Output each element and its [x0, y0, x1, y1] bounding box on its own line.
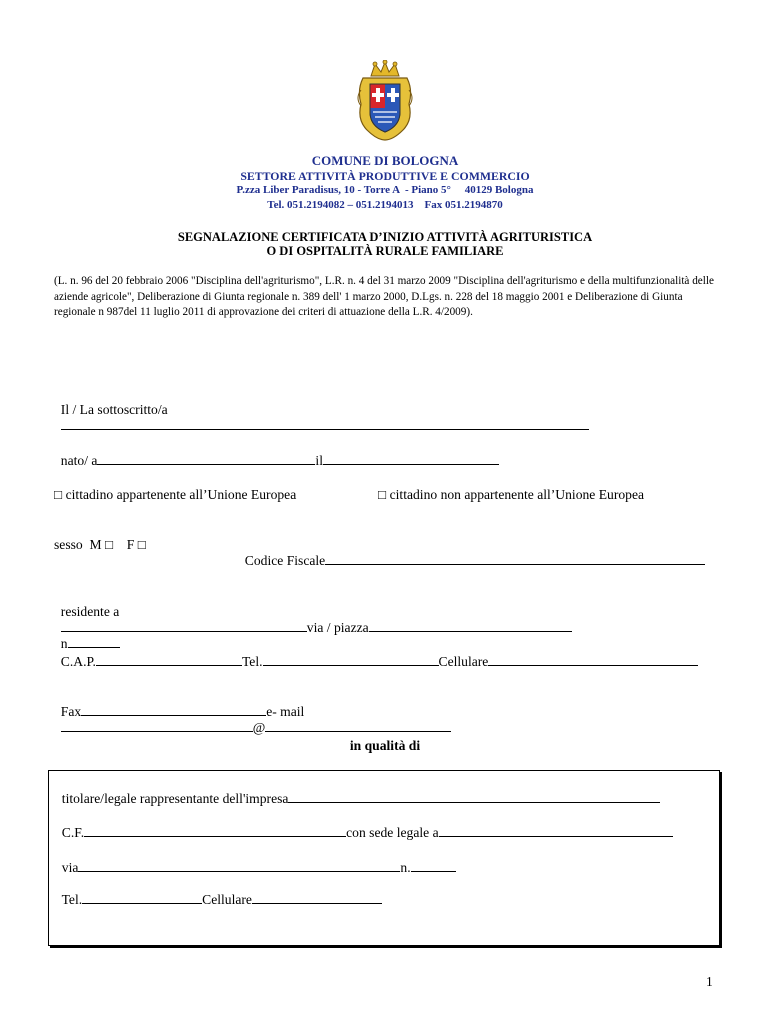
legal-references: (L. n. 96 del 20 febbraio 2006 "Disciplina dell'agriturismo", L.R. n. 4 del 31 marzo 2009 "Disciplina dell'agriturismo e della multifunzionalità delle aziende agricole", Deliberazione di Giunta regionale n. 389 dell' 1 marzo 2000, D.Lgs. n. 228 del 18 maggio 2001 e Deliberazione di Giunta regionale n 987del 11 luglio 2011 di approvazione dei criteri di attuazione della L.R. 4/2009).: [54, 275, 714, 318]
company-tel-label: Tel.: [61, 892, 83, 907]
tax-code-row: [238, 537, 705, 569]
mobile-field[interactable]: [488, 654, 698, 666]
company-number-field[interactable]: [411, 860, 456, 872]
sector-name: SETTORE ATTIVITÀ PRODUTTIVE E COMMERCIO: [240, 169, 530, 183]
email-domain-field[interactable]: [265, 720, 451, 732]
company-via-label: via: [61, 860, 79, 875]
bologna-crest-logo: [355, 60, 415, 142]
page-number: 1: [706, 974, 713, 989]
street-label: via / piazza: [306, 620, 369, 635]
company-cf-field[interactable]: [84, 825, 346, 837]
office-address: P.zza Liber Paradisus, 10 - Torre A - Piano 5° 40129 Bologna: [236, 184, 534, 196]
at-sign: @: [252, 720, 266, 735]
tax-code-field[interactable]: [325, 553, 705, 565]
document-title-line2: O DI OSPITALITÀ RURALE FAMILIARE: [266, 244, 504, 258]
street-number-label: n: [60, 636, 68, 651]
birth-row: [54, 437, 499, 469]
company-cf-label: C.F.: [61, 825, 85, 840]
cap-field[interactable]: [96, 654, 242, 666]
born-on-label: il: [315, 453, 323, 468]
company-street-field[interactable]: [78, 860, 400, 872]
mobile-label: Cellulare: [438, 654, 489, 669]
fax-label: Fax: [60, 704, 82, 719]
email-label: e- mail: [266, 704, 305, 719]
street-field[interactable]: [369, 620, 572, 632]
seat-field[interactable]: [439, 825, 673, 837]
owner-row: [55, 775, 660, 807]
tax-code-label: Codice Fiscale: [244, 553, 326, 568]
capacity-heading: in qualità di: [349, 738, 421, 753]
tel-label: Tel.: [241, 654, 263, 669]
tel-field[interactable]: [263, 654, 439, 666]
non-eu-citizen-option[interactable]: □ cittadino non appartenente all’Unione Europea: [378, 487, 645, 502]
company-cf-row: [55, 809, 673, 841]
document-title-line1: SEGNALAZIONE CERTIFICATA D’INIZIO ATTIVITÀ AGRITURISTICA: [177, 230, 593, 244]
cap-label: C.A.P.: [60, 654, 96, 669]
company-number-label: n.: [400, 860, 411, 875]
birthplace-field[interactable]: [97, 453, 315, 465]
birthdate-field[interactable]: [323, 453, 499, 465]
residence-city-field[interactable]: [61, 620, 307, 632]
undersigned-row: [54, 386, 589, 434]
company-contact-row: [55, 876, 382, 908]
company-mobile-field[interactable]: [252, 892, 382, 904]
sex-options[interactable]: sesso M □ F □: [54, 537, 146, 552]
company-tel-field[interactable]: [82, 892, 202, 904]
email-user-field[interactable]: [61, 720, 253, 732]
eu-citizen-option[interactable]: □ cittadino appartenente all’Unione Europea: [54, 487, 297, 502]
seat-label: con sede legale a: [346, 825, 439, 840]
company-street-row: [55, 844, 456, 876]
office-phones: Tel. 051.2194082 – 051.2194013 Fax 051.2194870: [267, 199, 503, 211]
contact-row: [54, 638, 698, 670]
municipality-name: COMUNE DI BOLOGNA: [311, 153, 459, 168]
undersigned-label: Il / La sottoscritto/a: [60, 402, 168, 417]
resident-label: residente a: [60, 604, 120, 619]
owner-label: titolare/legale rappresentante dell'impresa: [61, 791, 289, 806]
undersigned-field[interactable]: [61, 418, 589, 430]
fax-email-row: [54, 688, 451, 736]
company-mobile-label: Cellulare: [202, 892, 252, 907]
born-in-label: nato/ a: [60, 453, 98, 468]
fax-field[interactable]: [81, 704, 266, 716]
company-name-field[interactable]: [288, 791, 660, 803]
